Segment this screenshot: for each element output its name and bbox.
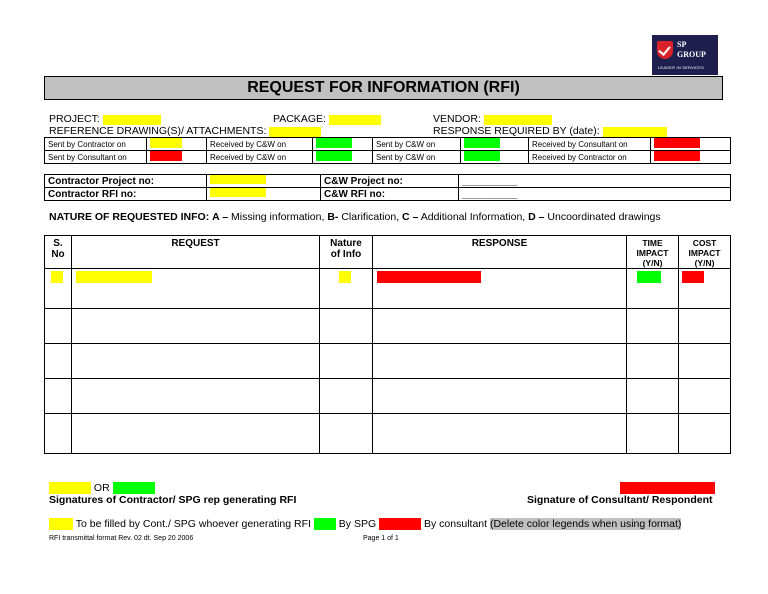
- legend-red-text: By consultant: [424, 518, 488, 530]
- contractor-project-label: Contractor Project no:: [45, 175, 207, 188]
- time-impact-header: TIME IMPACT (Y/N): [627, 236, 679, 269]
- legend-red-swatch: [379, 518, 421, 530]
- shield-check-icon: [657, 41, 673, 59]
- response-required-label: RESPONSE REQUIRED BY (date):: [433, 125, 600, 137]
- nature-c-text: Additional Information,: [418, 211, 526, 223]
- package-input[interactable]: [329, 115, 381, 125]
- date-input[interactable]: [150, 138, 182, 148]
- tracking-label: Sent by Contractor on: [45, 138, 147, 151]
- date-input[interactable]: [654, 138, 700, 148]
- request-header: REQUEST: [72, 236, 320, 269]
- sno-header: S. No: [45, 236, 72, 269]
- logo-name-line1: SP: [677, 40, 687, 49]
- package-label: PACKAGE:: [273, 113, 326, 125]
- consultant-signature-red[interactable]: [620, 482, 715, 494]
- response-input[interactable]: [377, 271, 481, 283]
- rfi-table: [44, 235, 731, 454]
- nature-c-key: C –: [402, 211, 419, 223]
- table-row: [45, 344, 731, 379]
- tracking-table: [44, 137, 731, 164]
- nature-d-key: D –: [528, 211, 545, 223]
- nature-a-text: Missing information,: [228, 211, 325, 223]
- tracking-label: Sent by Consultant on: [45, 151, 147, 164]
- response-header: RESPONSE: [373, 236, 627, 269]
- nature-d-text: Uncoordinated drawings: [544, 211, 661, 223]
- reference-field: [49, 125, 321, 137]
- cw-rfi-input[interactable]: __________: [459, 188, 731, 201]
- date-input[interactable]: [316, 151, 352, 161]
- project-field: [49, 113, 161, 125]
- time-impact-input[interactable]: [637, 271, 661, 283]
- date-input[interactable]: [654, 151, 700, 161]
- response-required-input[interactable]: [603, 127, 667, 137]
- contractor-rfi-label: Contractor RFI no:: [45, 188, 207, 201]
- vendor-label: VENDOR:: [433, 113, 481, 125]
- page-number: Page 1 of 1: [363, 535, 399, 542]
- date-input[interactable]: [464, 151, 500, 161]
- nature-label: NATURE OF REQUESTED INFO:: [49, 211, 210, 223]
- date-input[interactable]: [150, 151, 182, 161]
- nature-input[interactable]: [339, 271, 351, 283]
- nature-b-text: Clarification,: [338, 211, 400, 223]
- logo-tagline: LEADER IN SERVICES: [658, 65, 704, 70]
- tracking-label: Sent by C&W on: [373, 138, 461, 151]
- project-input[interactable]: [103, 115, 161, 125]
- table-header-row: [45, 236, 731, 269]
- table-row: [45, 309, 731, 344]
- project-info-table: [44, 174, 731, 201]
- color-legend: [49, 518, 681, 530]
- tracking-row: [45, 138, 731, 151]
- tracking-label: Received by Contractor on: [529, 151, 651, 164]
- legend-green-text: By SPG: [338, 518, 377, 530]
- tracking-label: Received by C&W on: [207, 151, 313, 164]
- vendor-input[interactable]: [484, 115, 552, 125]
- cw-project-label: C&W Project no:: [321, 175, 459, 188]
- tracking-row: [45, 151, 731, 164]
- legend-note: (Delete color legends when using format): [489, 518, 682, 530]
- nature-header: Nature of Info: [320, 236, 373, 269]
- sno-input[interactable]: [51, 271, 63, 283]
- contractor-signature-area: [49, 482, 155, 494]
- request-input[interactable]: [76, 271, 152, 283]
- tracking-label: Received by C&W on: [207, 138, 313, 151]
- table-row: [45, 414, 731, 454]
- project-label: PROJECT:: [49, 113, 100, 125]
- reference-input[interactable]: [269, 127, 321, 137]
- cost-impact-header: COST IMPACT (Y/N): [679, 236, 731, 269]
- spg-signature-green[interactable]: [113, 482, 155, 494]
- logo-name-line2: GROUP: [677, 50, 706, 59]
- legend-yellow-swatch: [49, 518, 73, 530]
- contractor-signature-label: Signatures of Contractor/ SPG rep generating RFI: [49, 494, 297, 506]
- tracking-label: Sent by C&W on: [373, 151, 461, 164]
- date-input[interactable]: [316, 138, 352, 148]
- table-row: [45, 379, 731, 414]
- contractor-project-input[interactable]: [210, 175, 266, 184]
- cost-impact-input[interactable]: [682, 271, 704, 283]
- consultant-signature-label: Signature of Consultant/ Respondent: [527, 494, 713, 506]
- company-logo: [652, 35, 718, 75]
- or-label: OR: [93, 482, 110, 494]
- reference-label: REFERENCE DRAWING(S)/ ATTACHMENTS:: [49, 125, 267, 137]
- nature-b-key: B-: [327, 211, 339, 223]
- table-row: [45, 269, 731, 309]
- vendor-field: [433, 113, 552, 125]
- package-field: [273, 113, 381, 125]
- nature-legend: [49, 211, 661, 223]
- form-title: REQUEST FOR INFORMATION (RFI): [44, 76, 723, 100]
- contractor-signature-yellow[interactable]: [49, 482, 91, 494]
- date-input[interactable]: [464, 138, 500, 148]
- legend-green-swatch: [314, 518, 336, 530]
- nature-a-key: A –: [212, 211, 229, 223]
- cw-project-input[interactable]: __________: [459, 175, 731, 188]
- tracking-label: Received by Consultant on: [529, 138, 651, 151]
- legend-yellow-text: To be filled by Cont./ SPG whoever generating RFI: [75, 518, 311, 530]
- cw-rfi-label: C&W RFI no:: [321, 188, 459, 201]
- response-required-field: [433, 125, 667, 137]
- contractor-rfi-input[interactable]: [210, 188, 266, 197]
- format-revision: RFI transmittal format Rev. 02 dt. Sep 20 2006: [49, 535, 194, 542]
